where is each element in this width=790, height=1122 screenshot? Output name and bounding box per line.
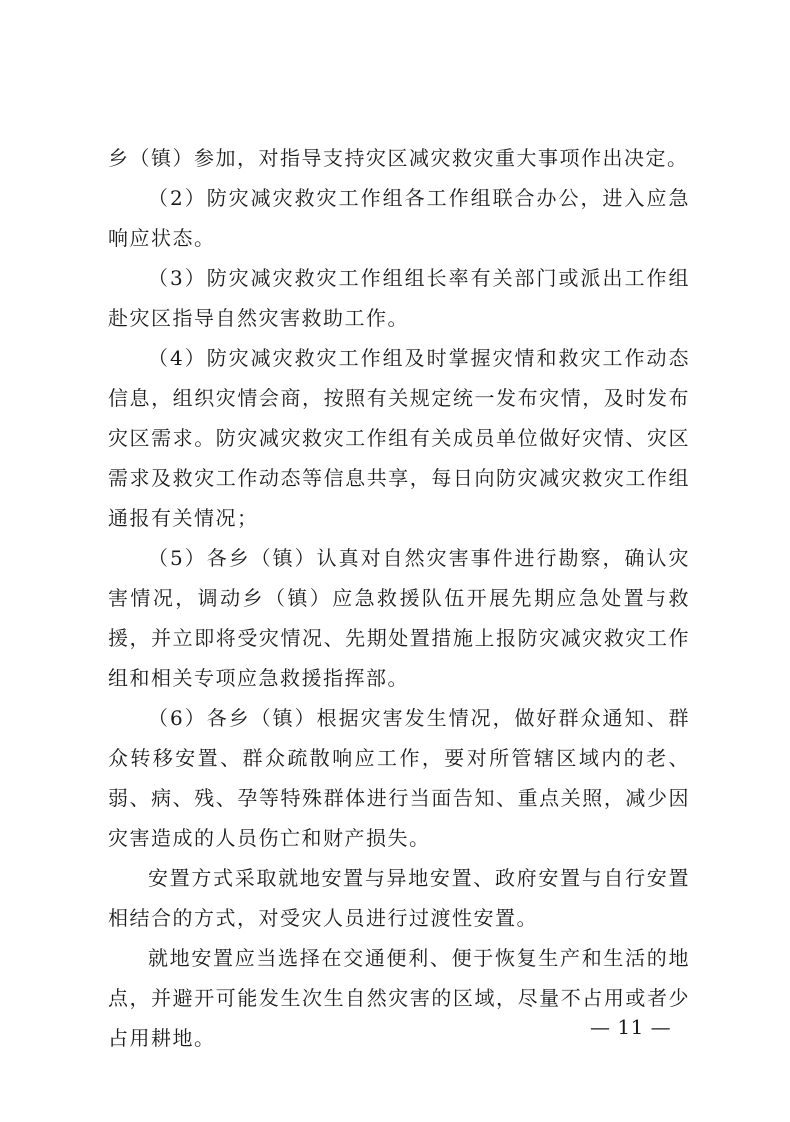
paragraph-item-4: （4）防灾减灾救灾工作组及时掌握灾情和救灾工作动态信息，组织灾情会商，按照有关规定统一发布灾情，及时发布灾区需求。防灾减灾救灾工作组有关成员单位做好灾情、灾区需求及救灾工作动态等信息共享，每日向防灾减灾救灾工作组通报有关情况；	[108, 346, 690, 530]
paragraph-item-6: （6）各乡（镇）根据灾害发生情况，做好群众通知、群众转移安置、群众疏散响应工作，要对所管辖区域内的老、弱、病、残、孕等特殊群体进行当面告知、重点关照，减少因灾害造成的人员伤亡和财产损失。	[108, 706, 690, 850]
page-number: — 11 —	[590, 1015, 672, 1039]
paragraph-local-placement: 就地安置应当选择在交通便利、便于恢复生产和生活的地点，并避开可能发生次生自然灾害的区域，尽量不占用或者少占用耕地。	[108, 946, 690, 1050]
paragraph-continuation: 乡（镇）参加，对指导支持灾区减灾救灾重大事项作出决定。	[108, 146, 689, 170]
paragraph-item-3: （3）防灾减灾救灾工作组组长率有关部门或派出工作组赴灾区指导自然灾害救助工作。	[108, 266, 690, 330]
paragraph-placement-method: 安置方式采取就地安置与异地安置、政府安置与自行安置相结合的方式，对受灾人员进行过渡性安置。	[108, 866, 690, 930]
paragraph-item-5: （5）各乡（镇）认真对自然灾害事件进行勘察，确认灾害情况，调动乡（镇）应急救援队伍开展先期应急处置与救援，并立即将受灾情况、先期处置措施上报防灾减灾救灾工作组和相关专项应急救援指挥部。	[108, 546, 690, 690]
paragraph-item-2: （2）防灾减灾救灾工作组各工作组联合办公，进入应急响应状态。	[108, 186, 690, 250]
document-body	[108, 138, 690, 1058]
